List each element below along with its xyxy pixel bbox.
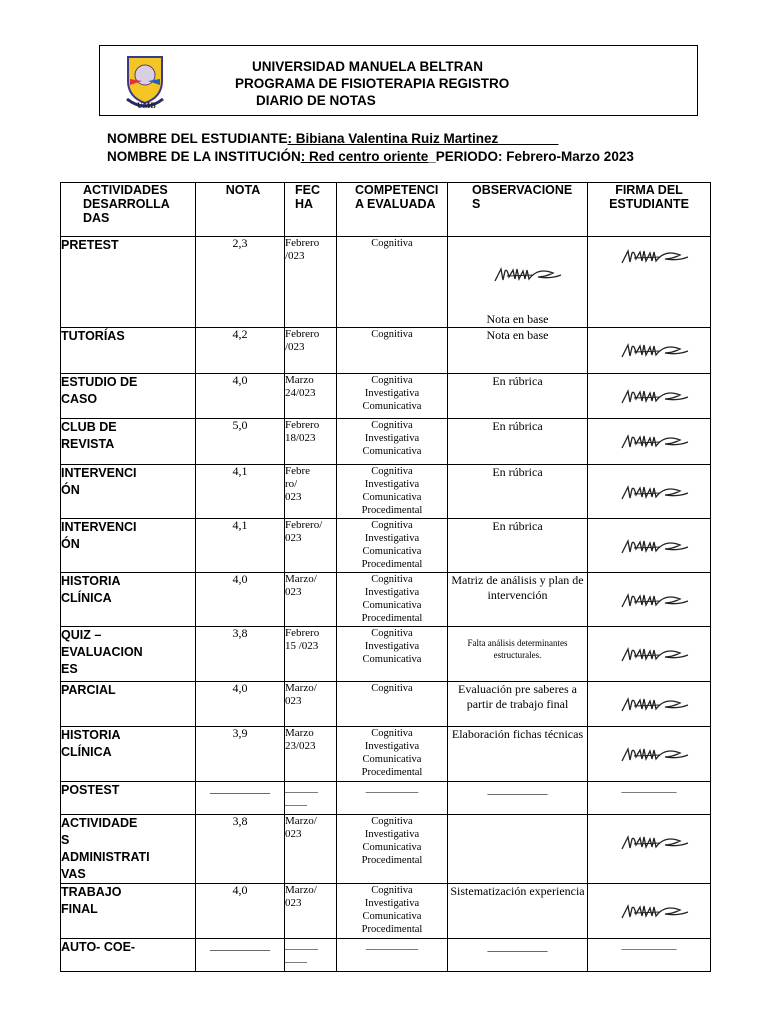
activity-cell: HISTORIA CLÍNICA [61,573,196,627]
signature-cell [588,374,711,419]
date-cell: Febrero 18/023 [285,419,337,465]
competency-cell: Cognitiva Investigativa Comunicativa Procedimental [337,884,448,939]
grades-table [60,182,711,972]
activity-cell: ESTUDIO DE CASO [61,374,196,419]
col-header-competencia: COMPETENCIA EVALUADA [337,183,448,237]
observation-cell: Sistematización experiencia [448,884,588,939]
competency-cell: Cognitiva Investigativa Comunicativa Procedimental [337,519,448,573]
activity-cell: QUIZ – EVALUACION ES [61,627,196,682]
competency-cell: __________ [337,782,448,815]
grade-cell: 5,0 [196,419,285,465]
period-value: _PERIODO: Febrero-Marzo 2023 [428,149,634,164]
date-cell: Febrero /023 [285,237,337,328]
student-signature-icon [620,483,690,505]
table-row [61,328,711,374]
date-cell: Marzo 23/023 [285,727,337,782]
grade-cell: 3,9 [196,727,285,782]
grade-cell: 4,0 [196,573,285,627]
student-signature-icon [620,387,690,409]
institution-label: NOMBRE DE LA INSTITUCIÓN [107,149,301,164]
date-cell: Febrero/ 023 [285,519,337,573]
competency-cell: Cognitiva Investigativa Comunicativa [337,419,448,465]
student-signature-icon [620,537,690,559]
institution-value: : Red centro oriente [300,149,429,164]
student-signature-icon [620,745,690,767]
col-header-firma: FIRMA DEL ESTUDIANTE [588,183,711,237]
competency-cell: Cognitiva Investigativa Comunicativa Procedimental [337,727,448,782]
observation-cell [448,815,588,884]
grade-cell: 4,0 [196,682,285,727]
observation-cell: Nota en base [448,237,588,328]
grade-cell: 4,1 [196,519,285,573]
date-cell: Marzo/ 023 [285,573,337,627]
signature-cell [588,419,711,465]
observation-cell: Elaboración fichas técnicas [448,727,588,782]
student-signature-icon [620,695,690,717]
observation-cell: Falta análisis determinantes estructurales. [448,627,588,682]
grade-cell: 2,3 [196,237,285,328]
grade-cell: __________ [196,782,285,815]
header-box [99,45,698,116]
activity-cell: POSTEST [61,782,196,815]
observation-cell: En rúbrica [448,374,588,419]
observation-cell: Evaluación pre saberes a partir de trabajo final [448,682,588,727]
grade-cell: 4,0 [196,374,285,419]
signature-cell [588,627,711,682]
grade-cell: __________ [196,939,285,972]
activity-cell: HISTORIA CLÍNICA [61,727,196,782]
signature-cell: __________ [588,782,711,815]
col-header-fecha: FECHA [285,183,337,237]
table-row [61,884,711,939]
table-row [61,627,711,682]
signature-cell [588,519,711,573]
activity-cell: AUTO- COE- [61,939,196,972]
grade-cell: 4,0 [196,884,285,939]
student-signature-icon [620,341,690,363]
observation-cell: En rúbrica [448,519,588,573]
competency-cell: Cognitiva Investigativa Comunicativa [337,374,448,419]
col-header-actividades: ACTIVIDADES DESARROLLADAS [61,183,196,237]
student-name-value: : Bibiana Valentina Ruiz Martinez________ [287,131,559,146]
institution-line [107,149,634,164]
signature-cell [588,884,711,939]
document-title: DIARIO DE NOTAS [256,93,376,108]
grade-cell: 3,8 [196,627,285,682]
date-cell: Marzo/ 023 [285,884,337,939]
competency-cell: Cognitiva Investigativa Comunicativa Procedimental [337,573,448,627]
col-header-observaciones: OBSERVACIONES [448,183,588,237]
student-signature-icon [620,902,690,924]
student-signature-icon [620,432,690,454]
competency-cell: Cognitiva Investigativa Comunicativa [337,627,448,682]
signature-cell [588,573,711,627]
grade-cell: 4,2 [196,328,285,374]
activity-cell: PRETEST [61,237,196,328]
signature-cell [588,237,711,328]
observation-signature-icon [493,265,563,287]
table-row [61,682,711,727]
umb-logo-icon [122,51,168,111]
observation-cell: __________ [448,782,588,815]
date-cell: Marzo/ 023 [285,682,337,727]
table-row [61,782,711,815]
signature-cell: __________ [588,939,711,972]
activity-cell: INTERVENCI ÓN [61,519,196,573]
date-cell: Febre ro/ 023 [285,465,337,519]
signature-cell [588,815,711,884]
student-signature-icon [620,247,690,269]
signature-cell [588,727,711,782]
table-row [61,815,711,884]
activity-cell: PARCIAL [61,682,196,727]
student-signature-icon [620,833,690,855]
competency-cell: Cognitiva [337,237,448,328]
grade-cell: 3,8 [196,815,285,884]
signature-cell [588,682,711,727]
date-cell: Febrero 15 /023 [285,627,337,682]
competency-cell: Cognitiva [337,682,448,727]
table-row [61,939,711,972]
activity-cell: INTERVENCI ÓN [61,465,196,519]
student-label: NOMBRE DEL ESTUDIANTE [107,131,288,146]
activity-cell: CLUB DE REVISTA [61,419,196,465]
observation-cell: Nota en base [448,328,588,374]
observation-cell: Matriz de análisis y plan de intervención [448,573,588,627]
table-row [61,519,711,573]
date-cell: Febrero /023 [285,328,337,374]
observation-cell: En rúbrica [448,419,588,465]
table-row [61,237,711,328]
signature-cell [588,328,711,374]
program-title: PROGRAMA DE FISIOTERAPIA REGISTRO [235,76,510,91]
table-row [61,727,711,782]
date-cell: Marzo 24/023 [285,374,337,419]
table-row [61,573,711,627]
observation-cell: __________ [448,939,588,972]
activity-cell: ACTIVIDADE S ADMINISTRATI VAS [61,815,196,884]
competency-cell: Cognitiva Investigativa Comunicativa Procedimental [337,815,448,884]
svg-text:UMB: UMB [137,101,156,110]
table-row [61,465,711,519]
table-header-row [61,183,711,237]
student-name-line [107,131,558,146]
student-signature-icon [620,591,690,613]
table-row [61,374,711,419]
grade-cell: 4,1 [196,465,285,519]
observation-cell: En rúbrica [448,465,588,519]
date-cell: ______ ____ [285,939,337,972]
activity-cell: TUTORÍAS [61,328,196,374]
date-cell: Marzo/ 023 [285,815,337,884]
competency-cell: Cognitiva [337,328,448,374]
date-cell: ______ ____ [285,782,337,815]
col-header-nota: NOTA [196,183,285,237]
competency-cell: Cognitiva Investigativa Comunicativa Procedimental [337,465,448,519]
signature-cell [588,465,711,519]
student-signature-icon [620,645,690,667]
university-title: UNIVERSIDAD MANUELA BELTRAN [252,59,483,74]
table-row [61,419,711,465]
competency-cell: __________ [337,939,448,972]
activity-cell: TRABAJO FINAL [61,884,196,939]
